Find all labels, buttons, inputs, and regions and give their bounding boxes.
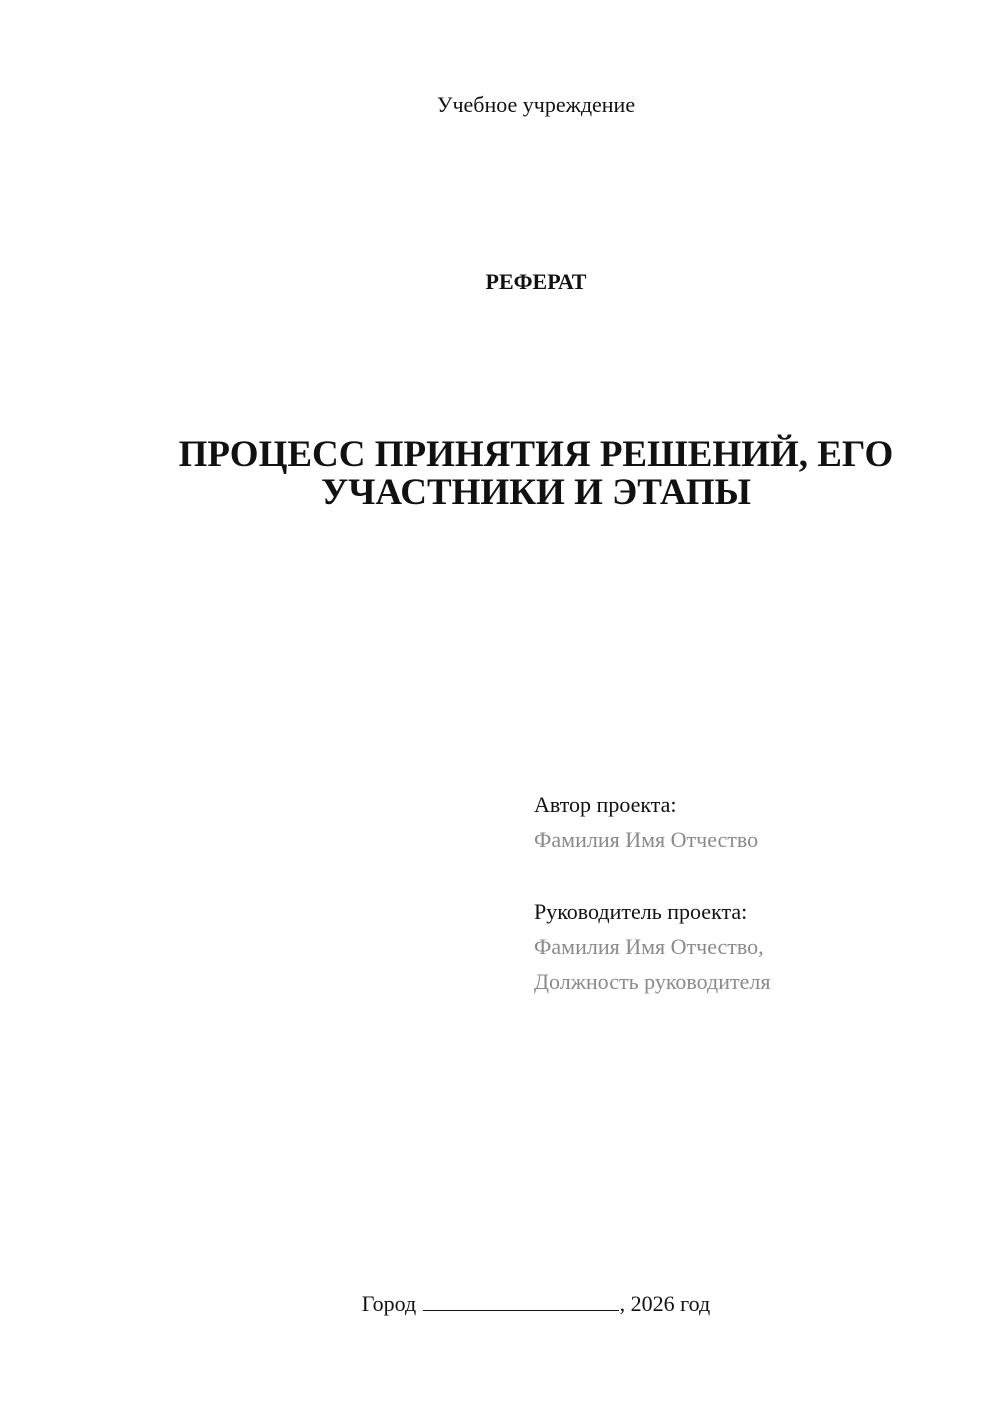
supervisor-position: Должность руководителя: [534, 969, 771, 994]
year-text: , 2026 год: [619, 1291, 711, 1316]
author-label: Автор проекта:: [534, 792, 677, 817]
author-name: Фамилия Имя Отчество: [534, 827, 759, 852]
credits-block: [534, 787, 974, 999]
institution-name: Учебное учреждение: [436, 92, 636, 117]
footer-city-year: [0, 1290, 1000, 1318]
city-label: Город: [361, 1291, 417, 1316]
supervisor-label: Руководитель проекта:: [534, 899, 748, 924]
city-blank-line: [423, 1292, 619, 1311]
credits-spacer: [534, 857, 974, 894]
supervisor-name: Фамилия Имя Отчество,: [534, 934, 764, 959]
document-type: РЕФЕРАТ: [485, 269, 587, 294]
document-title-line: ПРОЦЕСС ПРИНЯТИЯ РЕШЕНИЙ, ЕГО: [178, 434, 894, 475]
document-title: [120, 436, 952, 512]
document-title-line: УЧАСТНИКИ И ЭТАПЫ: [321, 472, 751, 513]
